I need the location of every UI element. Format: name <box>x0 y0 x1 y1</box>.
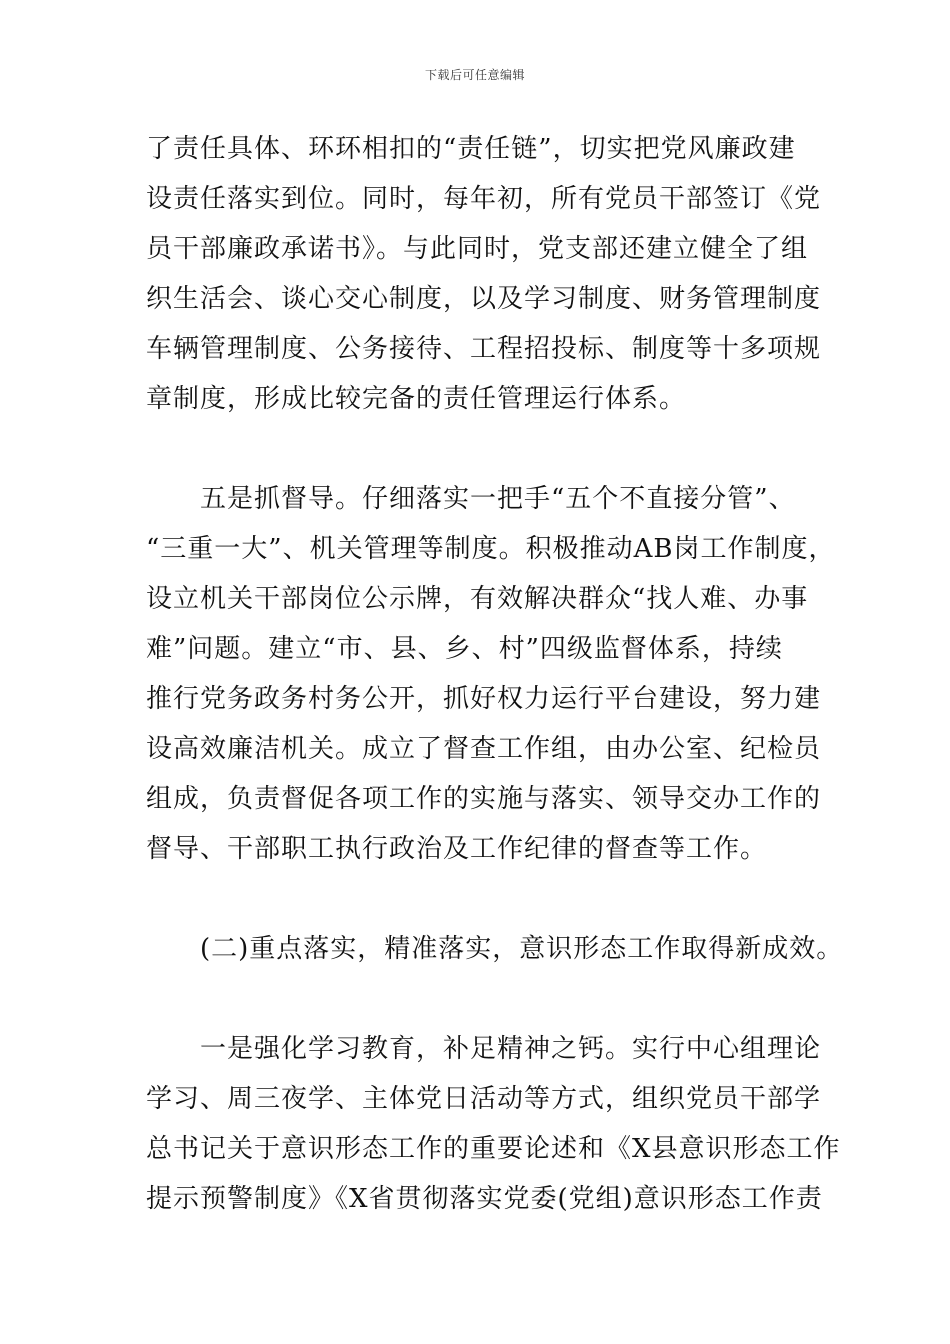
text-line: 组成，负责督促各项工作的实施与落实、领导交办工作的 <box>146 784 822 814</box>
text-line: 提示预警制度》《X省贯彻落实党委(党组)意识形态工作责 <box>146 1184 823 1214</box>
text-line: 推行党务政务村务公开，抓好权力运行平台建设，努力建 <box>146 684 822 714</box>
text-line: 车辆管理制度、公务接待、工程招投标、制度等十多项规 <box>146 334 822 364</box>
text-line: 设立机关干部岗位公示牌，有效解决群众“找人难、办事 <box>146 584 809 614</box>
text-line: 了责任具体、环环相扣的“责任链”，切实把党风廉政建 <box>146 134 796 164</box>
text-line: 学习、周三夜学、主体党日活动等方式，组织党员干部学 <box>146 1084 822 1114</box>
text-line: 难”问题。建立“市、县、乡、村”四级监督体系，持续 <box>146 634 783 664</box>
text-line: 员干部廉政承诺书》。与此同时，党支部还建立健全了组 <box>146 234 809 264</box>
text-line: 织生活会、谈心交心制度，以及学习制度、财务管理制度 <box>146 284 822 314</box>
text-line: 一是强化学习教育，补足精神之钙。实行中心组理论 <box>200 1034 822 1064</box>
section-heading: (二)重点落实，精准落实，意识形态工作取得新成效。 <box>200 934 844 964</box>
page-header: 下载后可任意编辑 <box>424 68 525 82</box>
text-line: 设责任落实到位。同时，每年初，所有党员干部签订《党 <box>146 184 822 214</box>
text-line: 五是抓督导。仔细落实一把手“五个不直接分管”、 <box>200 484 796 514</box>
text-line: 总书记关于意识形态工作的重要论述和《X县意识形态工作 <box>146 1134 841 1164</box>
text-line: 章制度，形成比较完备的责任管理运行体系。 <box>146 384 687 414</box>
text-line: 设高效廉洁机关。成立了督查工作组，由办公室、纪检员 <box>146 734 822 764</box>
text-line: “三重一大”、机关管理等制度。积极推动AB岗工作制度， <box>146 534 836 564</box>
text-line: 督导、干部职工执行政治及工作纪律的督查等工作。 <box>146 834 768 864</box>
